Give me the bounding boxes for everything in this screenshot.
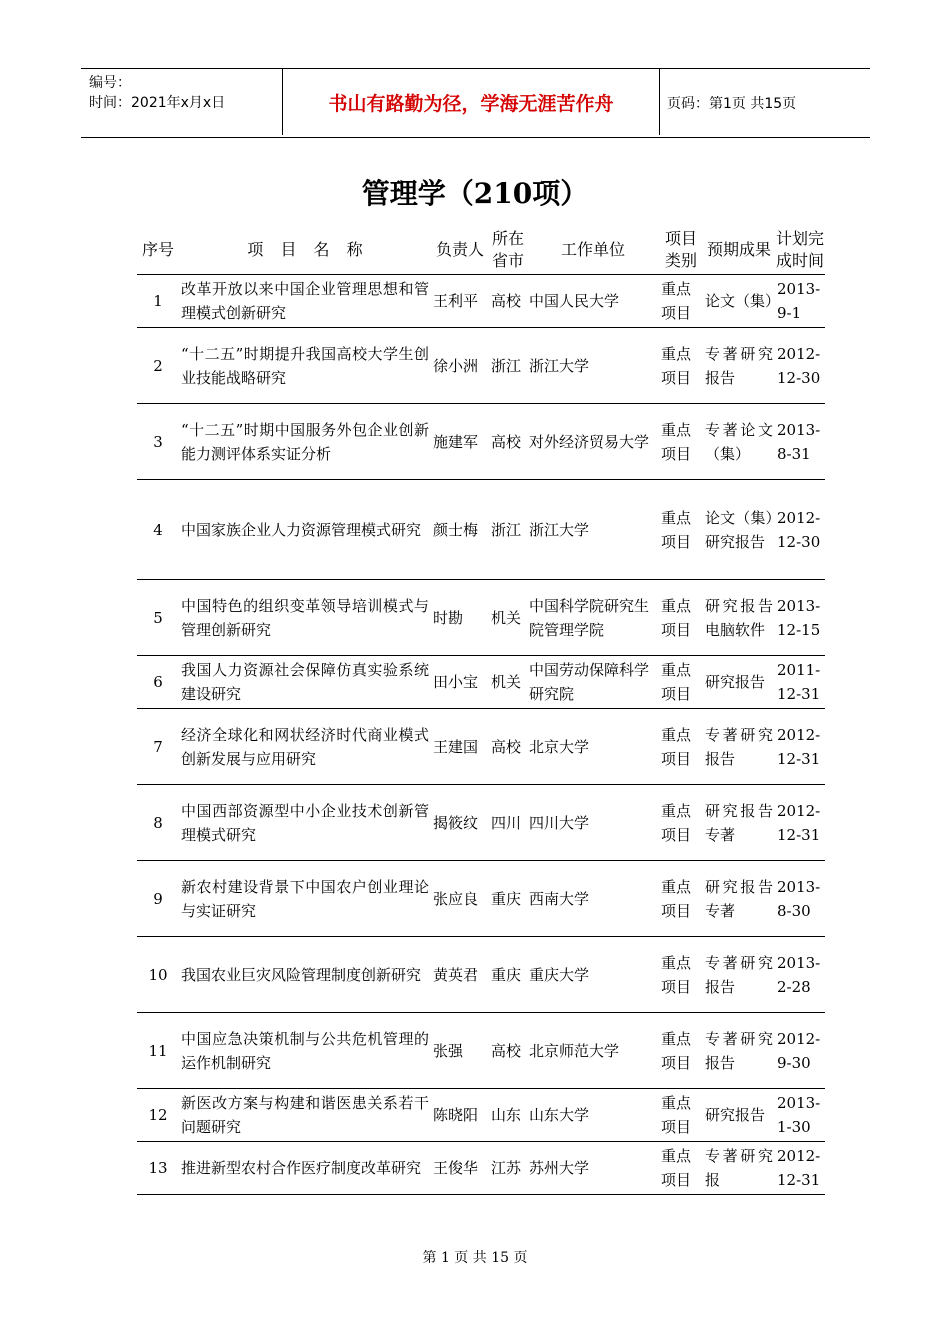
row-category: 重点项目 [659,656,703,709]
table-row [137,580,825,656]
header-meta [81,69,281,137]
row-seq: 10 [137,937,179,1013]
row-category: 重点项目 [659,937,703,1013]
row-result: 论文（集） [703,275,775,328]
page-info: 页码：第1页 共15页 [667,96,797,112]
row-region: 江苏 [489,1142,527,1195]
row-category: 重点项目 [659,785,703,861]
row-project-name: 中国特色的组织变革领导培训模式与管理创新研究 [179,580,431,656]
row-result: 研究报告电脑软件 [703,580,775,656]
row-leader: 陈晓阳 [431,1089,489,1142]
row-seq: 3 [137,404,179,480]
row-leader: 黄英君 [431,937,489,1013]
row-seq: 1 [137,275,179,328]
row-unit: 浙江大学 [527,480,659,580]
row-project-name: 中国家族企业人力资源管理模式研究 [179,480,431,580]
row-leader: 徐小洲 [431,328,489,404]
row-result: 研究报告 [703,656,775,709]
col-header-seq: 序号 [137,226,179,275]
row-time: 2013-1-30 [775,1089,825,1142]
row-seq: 2 [137,328,179,404]
row-leader: 施建军 [431,404,489,480]
row-seq: 11 [137,1013,179,1089]
row-region: 重庆 [489,861,527,937]
row-leader: 王利平 [431,275,489,328]
row-project-name: “十二五”时期中国服务外包企业创新能力测评体系实证分析 [179,404,431,480]
row-project-name: 我国人力资源社会保障仿真实验系统建设研究 [179,656,431,709]
row-category: 重点项目 [659,580,703,656]
row-time: 2013-9-1 [775,275,825,328]
row-category: 重点项目 [659,480,703,580]
row-project-name: 新农村建设背景下中国农户创业理论与实证研究 [179,861,431,937]
row-result: 论文（集）研究报告 [703,480,775,580]
row-region: 高校 [489,709,527,785]
row-region: 山东 [489,1089,527,1142]
table-row [137,404,825,480]
row-leader: 揭筱纹 [431,785,489,861]
project-table [137,226,825,1195]
table-row [137,328,825,404]
row-result: 专著论文（集） [703,404,775,480]
row-leader: 张强 [431,1013,489,1089]
table-row [137,937,825,1013]
row-seq: 6 [137,656,179,709]
motto: 书山有路勤为径，学海无涯苦作舟 [282,69,660,135]
row-unit: 浙江大学 [527,328,659,404]
row-time: 2013-12-15 [775,580,825,656]
row-seq: 9 [137,861,179,937]
col-header-time: 计划完成时间 [775,226,825,275]
row-region: 四川 [489,785,527,861]
row-project-name: “十二五”时期提升我国高校大学生创业技能战略研究 [179,328,431,404]
col-header-unit: 工作单位 [527,226,659,275]
table-row [137,1142,825,1195]
table-row [137,709,825,785]
row-region: 高校 [489,275,527,328]
row-project-name: 中国应急决策机制与公共危机管理的运作机制研究 [179,1013,431,1089]
row-unit: 中国人民大学 [527,275,659,328]
row-region: 重庆 [489,937,527,1013]
row-project-name: 经济全球化和网状经济时代商业模式创新发展与应用研究 [179,709,431,785]
row-time: 2013-8-31 [775,404,825,480]
page-footer: 第 1 页 共 15 页 [422,1250,528,1266]
row-result: 研究报告专著 [703,861,775,937]
row-region: 浙江 [489,328,527,404]
row-region: 高校 [489,1013,527,1089]
row-time: 2012-12-30 [775,480,825,580]
row-result: 专著研究报告 [703,709,775,785]
row-unit: 对外经济贸易大学 [527,404,659,480]
table-row [137,1089,825,1142]
row-category: 重点项目 [659,861,703,937]
row-unit: 北京师范大学 [527,1013,659,1089]
row-category: 重点项目 [659,275,703,328]
row-seq: 13 [137,1142,179,1195]
row-region: 高校 [489,404,527,480]
row-leader: 田小宝 [431,656,489,709]
col-header-region: 所在省市 [489,226,527,275]
page-header [81,68,870,138]
row-time: 2011-12-31 [775,656,825,709]
row-category: 重点项目 [659,404,703,480]
row-time: 2012-9-30 [775,1013,825,1089]
table-row [137,275,825,328]
table-row [137,656,825,709]
row-category: 重点项目 [659,1142,703,1195]
table-header-row [137,226,825,275]
row-seq: 12 [137,1089,179,1142]
row-unit: 重庆大学 [527,937,659,1013]
row-unit: 中国劳动保障科学研究院 [527,656,659,709]
row-project-name: 改革开放以来中国企业管理思想和管理模式创新研究 [179,275,431,328]
code-label: 编号： [89,75,131,91]
row-region: 机关 [489,656,527,709]
row-seq: 8 [137,785,179,861]
time-label: 时间：2021年x月x日 [89,95,226,111]
table-row [137,480,825,580]
row-time: 2012-12-31 [775,785,825,861]
row-result: 研究报告专著 [703,785,775,861]
row-result: 专著研究报 [703,1142,775,1195]
row-unit: 四川大学 [527,785,659,861]
row-unit: 苏州大学 [527,1142,659,1195]
col-header-leader: 负责人 [431,226,489,275]
table-row [137,785,825,861]
row-project-name: 推进新型农村合作医疗制度改革研究 [179,1142,431,1195]
col-header-category: 项目类别 [659,226,703,275]
row-project-name: 中国西部资源型中小企业技术创新管理模式研究 [179,785,431,861]
row-region: 浙江 [489,480,527,580]
row-time: 2013-8-30 [775,861,825,937]
table-row [137,861,825,937]
row-time: 2012-12-31 [775,1142,825,1195]
row-category: 重点项目 [659,1089,703,1142]
row-project-name: 我国农业巨灾风险管理制度创新研究 [179,937,431,1013]
row-unit: 西南大学 [527,861,659,937]
row-category: 重点项目 [659,709,703,785]
row-leader: 时勘 [431,580,489,656]
col-header-name: 项 目 名 称 [179,226,431,275]
document-title: 管理学（210项） [361,177,589,210]
row-result: 专著研究报告 [703,1013,775,1089]
row-unit: 中国科学院研究生院管理学院 [527,580,659,656]
row-unit: 北京大学 [527,709,659,785]
row-time: 2012-12-31 [775,709,825,785]
row-region: 机关 [489,580,527,656]
row-time: 2012-12-30 [775,328,825,404]
row-unit: 山东大学 [527,1089,659,1142]
row-seq: 5 [137,580,179,656]
row-leader: 王俊华 [431,1142,489,1195]
row-category: 重点项目 [659,328,703,404]
row-seq: 4 [137,480,179,580]
row-leader: 王建国 [431,709,489,785]
row-result: 研究报告 [703,1089,775,1142]
row-seq: 7 [137,709,179,785]
row-project-name: 新医改方案与构建和谐医患关系若干问题研究 [179,1089,431,1142]
row-result: 专著研究报告 [703,328,775,404]
row-result: 专著研究报告 [703,937,775,1013]
row-leader: 颜士梅 [431,480,489,580]
row-time: 2013-2-28 [775,937,825,1013]
col-header-result: 预期成果 [703,226,775,275]
row-leader: 张应良 [431,861,489,937]
row-category: 重点项目 [659,1013,703,1089]
table-row [137,1013,825,1089]
